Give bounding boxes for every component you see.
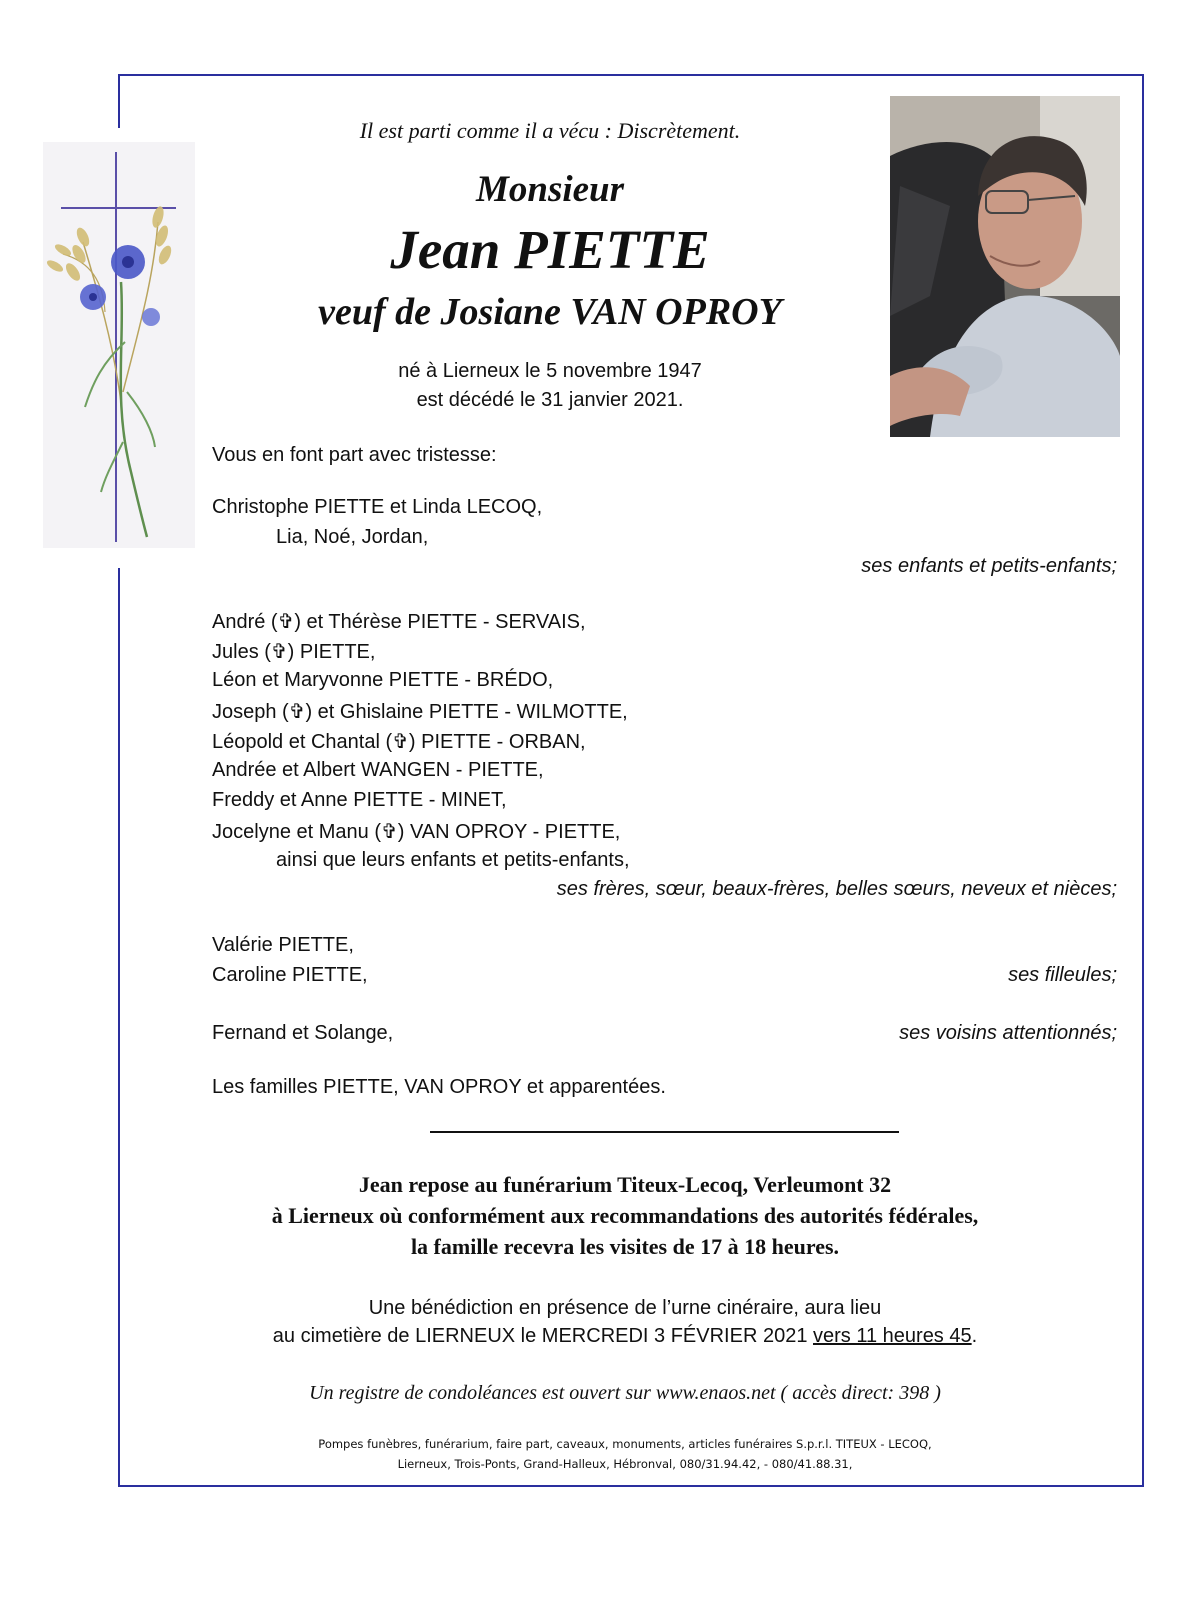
relation-label: ses filleules; bbox=[1008, 964, 1117, 986]
family-line: Léon et Maryvonne PIETTE - BRÉDO, bbox=[212, 669, 554, 691]
family-line: André (✞) et Thérèse PIETTE - SERVAIS, bbox=[212, 611, 586, 633]
family-line: Léopold et Chantal (✞) PIETTE - ORBAN, bbox=[212, 731, 586, 753]
family-line: Freddy et Anne PIETTE - MINET, bbox=[212, 789, 507, 811]
birth-line: né à Lierneux le 5 novembre 1947 bbox=[398, 360, 702, 382]
family-line: Christophe PIETTE et Linda LECOQ, bbox=[212, 496, 543, 518]
dates-block bbox=[330, 357, 770, 415]
family-line: Jocelyne et Manu (✞) VAN OPROY - PIETTE, bbox=[212, 821, 621, 843]
family-line: Jules (✞) PIETTE, bbox=[212, 641, 376, 663]
family-line: Caroline PIETTE, bbox=[212, 964, 368, 986]
ceremony-period: . bbox=[971, 1325, 978, 1347]
wheat-ear-icon bbox=[45, 205, 174, 283]
portrait-photo bbox=[890, 96, 1120, 437]
repose-line: la famille recevra les visites de 17 à 18 heures. bbox=[410, 1234, 840, 1259]
cross-flower-illustration bbox=[43, 142, 195, 548]
repose-block bbox=[160, 1169, 1090, 1262]
footer bbox=[160, 1434, 1090, 1474]
relation-label: ses frères, sœur, beaux-frères, belles sœurs, neveux et nièces; bbox=[556, 878, 1117, 900]
honorific: Monsieur bbox=[475, 169, 625, 210]
repose-line: Jean repose au funérarium Titeux-Lecoq, Verleumont 32 bbox=[358, 1172, 892, 1197]
repose-line: à Lierneux où conformément aux recommandations des autorités fédérales, bbox=[271, 1203, 979, 1228]
intro-line: Vous en font part avec tristesse: bbox=[212, 444, 497, 466]
separator-rule bbox=[430, 1131, 899, 1133]
family-line: Andrée et Albert WANGEN - PIETTE, bbox=[212, 759, 544, 781]
ceremony-line bbox=[160, 1322, 1090, 1350]
family-line: Fernand et Solange, bbox=[212, 1022, 394, 1044]
condolence-register: Un registre de condoléances est ouvert sur www.enaos.net ( accès direct: 398 ) bbox=[309, 1382, 941, 1404]
ceremony-time: vers 11 heures 45 bbox=[813, 1325, 972, 1347]
widower-of: veuf de Josiane VAN OPROY bbox=[318, 291, 782, 333]
family-line: Joseph (✞) et Ghislaine PIETTE - WILMOTTE, bbox=[212, 701, 628, 723]
relation-label: ses enfants et petits-enfants; bbox=[861, 555, 1117, 577]
ceremony-line: Une bénédiction en présence de l’urne cinéraire, aura lieu bbox=[368, 1297, 882, 1319]
ceremony-text: au cimetière de LIERNEUX le MERCREDI 3 FÉVRIER 2021 bbox=[272, 1325, 813, 1347]
family-line: Lia, Noé, Jordan, bbox=[276, 526, 429, 548]
family-line: Valérie PIETTE, bbox=[212, 934, 354, 956]
relation-label: ses voisins attentionnés; bbox=[899, 1022, 1117, 1044]
families-line: Les familles PIETTE, VAN OPROY et apparentées. bbox=[212, 1076, 666, 1098]
portrait-svg bbox=[890, 96, 1120, 437]
cross-flower-svg bbox=[43, 142, 195, 548]
footer-line: Lierneux, Trois-Ponts, Grand-Halleux, Hébronval, 080/31.94.42, - 080/41.88.31, bbox=[397, 1457, 853, 1471]
death-line: est décédé le 31 janvier 2021. bbox=[416, 389, 684, 411]
ceremony-block bbox=[160, 1294, 1090, 1350]
family-line: ainsi que leurs enfants et petits-enfants, bbox=[276, 849, 630, 871]
deceased-name: Jean PIETTE bbox=[390, 219, 710, 280]
epigraph: Il est parti comme il a vécu : Discrètement. bbox=[359, 118, 741, 143]
footer-line: Pompes funèbres, funérarium, faire part, caveaux, monuments, articles funéraires S.p.r.l. TITEUX - LECOQ, bbox=[318, 1437, 932, 1451]
